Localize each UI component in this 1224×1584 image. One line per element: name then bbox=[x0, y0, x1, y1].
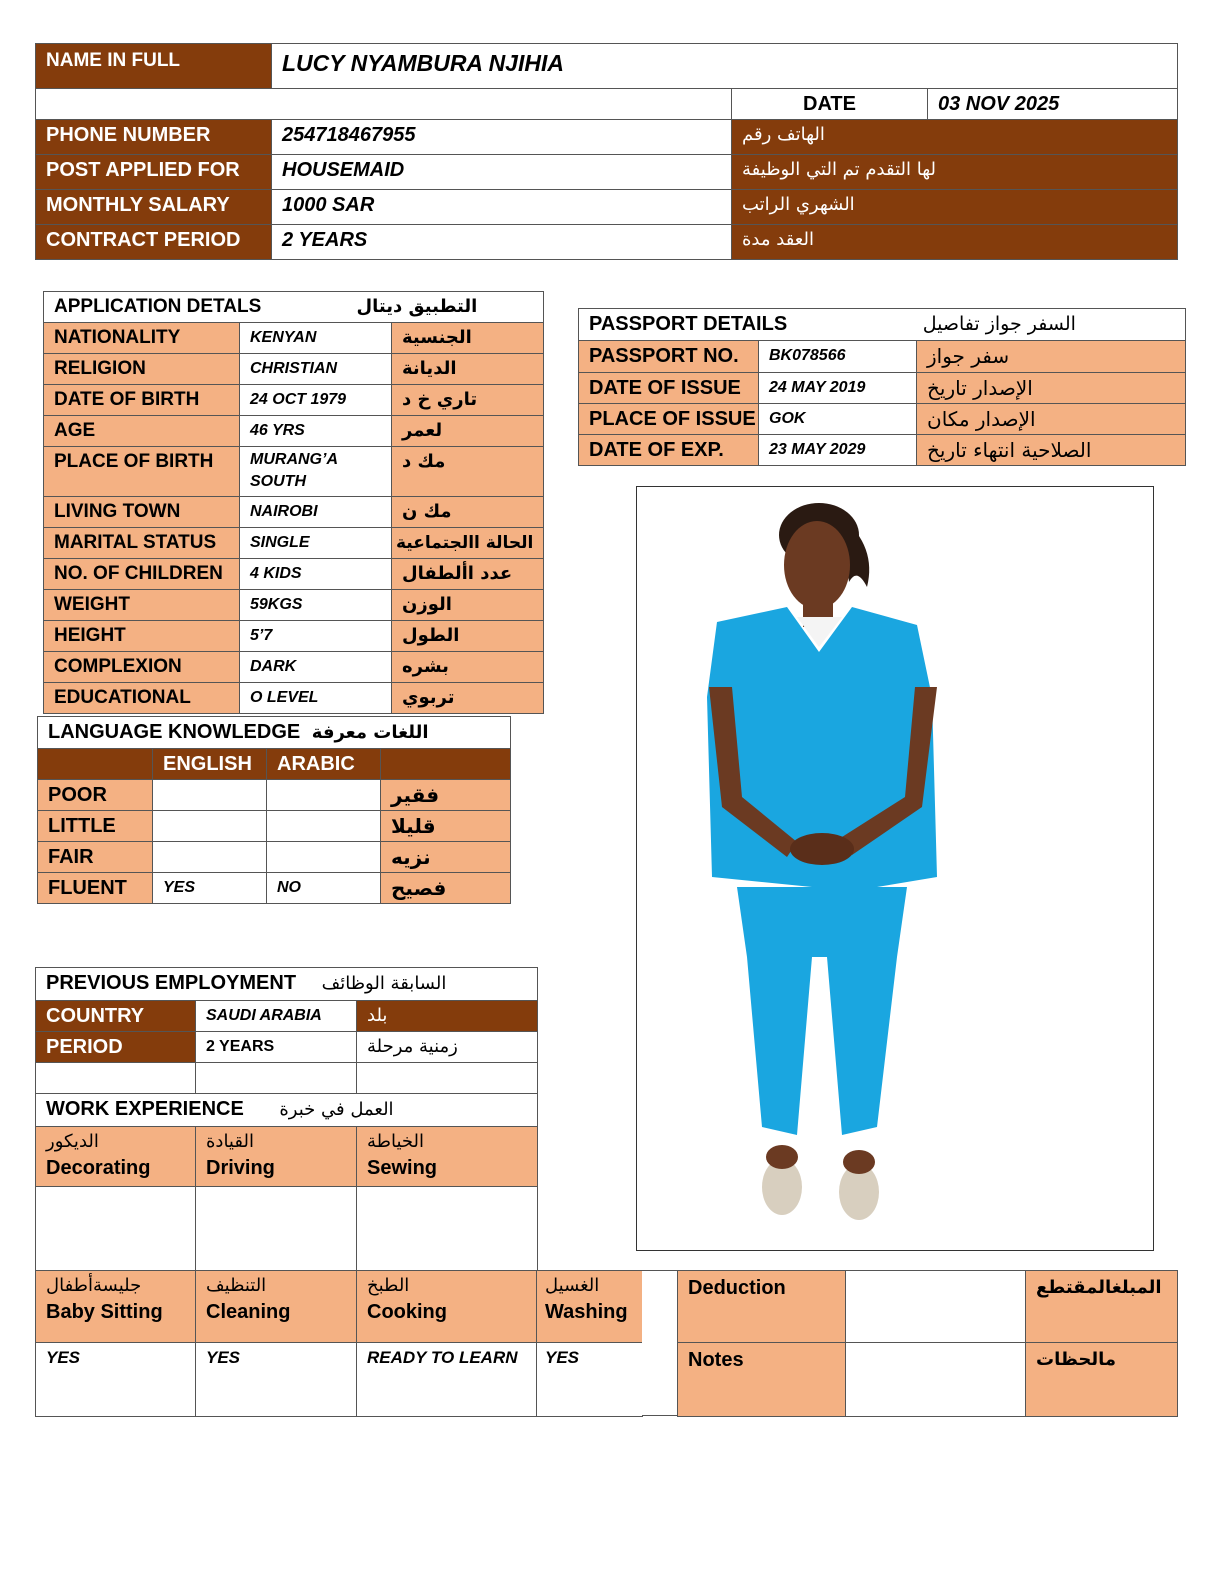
skill-label: Cleaning bbox=[206, 1301, 291, 1323]
phone-value: 254718467955 bbox=[272, 120, 732, 155]
salary-label: MONTHLY SALARY bbox=[36, 190, 272, 225]
language-row bbox=[38, 873, 511, 904]
language-arabic-value: NO bbox=[267, 873, 381, 904]
deduction-label: Deduction bbox=[678, 1271, 846, 1343]
app-label-ar: الديانة bbox=[392, 354, 544, 385]
app-label: LIVING TOWN bbox=[44, 497, 240, 528]
deduction-notes-table bbox=[677, 1270, 1178, 1417]
employment-value: 2 YEARS bbox=[196, 1032, 357, 1063]
app-row bbox=[44, 323, 544, 354]
contract-label-ar: العقد مدة bbox=[732, 225, 1178, 260]
application-title-ar: التطبيق ديتال bbox=[356, 296, 478, 317]
app-label-ar: مك د bbox=[392, 447, 544, 497]
passport-title bbox=[579, 309, 1186, 341]
app-label: NO. OF CHILDREN bbox=[44, 559, 240, 590]
header-row-phone bbox=[36, 120, 1178, 155]
app-row bbox=[44, 683, 544, 714]
skills-bottom-value-row bbox=[36, 1343, 643, 1417]
language-level: LITTLE bbox=[38, 811, 153, 842]
skill-label-ar: الطبخ bbox=[367, 1275, 410, 1296]
header-row-post bbox=[36, 155, 1178, 190]
skills-top-value-row bbox=[36, 1187, 538, 1271]
language-col-blank bbox=[38, 749, 153, 780]
employment-label: COUNTRY bbox=[36, 1001, 196, 1032]
phone-label: PHONE NUMBER bbox=[36, 120, 272, 155]
notes-row bbox=[678, 1343, 1178, 1417]
employment-label-ar: بلد bbox=[357, 1001, 538, 1032]
previous-employment-table bbox=[35, 967, 538, 1271]
language-level: FAIR bbox=[38, 842, 153, 873]
passport-value: 24 MAY 2019 bbox=[759, 373, 917, 404]
skill-label-ar: الديكور bbox=[46, 1131, 99, 1152]
passport-row bbox=[579, 435, 1186, 466]
header-row-salary bbox=[36, 190, 1178, 225]
post-value: HOUSEMAID bbox=[272, 155, 732, 190]
application-title-en: APPLICATION DETALS bbox=[54, 296, 262, 317]
language-level-ar: قليلا bbox=[381, 811, 511, 842]
skill-value: READY TO LEARN bbox=[357, 1343, 537, 1417]
skill-label-ar: القيادة bbox=[206, 1131, 254, 1152]
notes-label-ar: مالحظات bbox=[1026, 1343, 1178, 1417]
skill-label: Cooking bbox=[367, 1301, 447, 1323]
passport-label: PASSPORT NO. bbox=[579, 341, 759, 373]
blank-cell bbox=[196, 1063, 357, 1094]
app-value: 46 YRS bbox=[240, 416, 392, 447]
app-label: DATE OF BIRTH bbox=[44, 385, 240, 416]
name-value: LUCY NYAMBURA NJIHIA bbox=[272, 44, 1178, 89]
language-english-value bbox=[153, 842, 267, 873]
passport-value: GOK bbox=[759, 404, 917, 435]
language-arabic-value bbox=[267, 842, 381, 873]
app-label-ar: عدد األطفال bbox=[392, 559, 544, 590]
passport-row bbox=[579, 404, 1186, 435]
language-col-english: ENGLISH bbox=[153, 749, 267, 780]
app-row bbox=[44, 447, 544, 497]
passport-title-en: PASSPORT DETAILS bbox=[589, 313, 788, 335]
app-label-ar: لعمر bbox=[392, 416, 544, 447]
employment-value: SAUDI ARABIA bbox=[196, 1001, 357, 1032]
passport-label: DATE OF EXP. bbox=[579, 435, 759, 466]
work-experience-title-ar: العمل في خبرة bbox=[279, 1099, 394, 1120]
app-value: 24 OCT 1979 bbox=[240, 385, 392, 416]
language-knowledge-table bbox=[37, 716, 511, 904]
application-details-table bbox=[43, 291, 544, 714]
post-label: POST APPLIED FOR bbox=[36, 155, 272, 190]
language-title-en: LANGUAGE KNOWLEDGE bbox=[48, 721, 301, 743]
language-level: POOR bbox=[38, 780, 153, 811]
app-label-ar: الحالة االجتماعية bbox=[392, 528, 544, 559]
skill-label: Sewing bbox=[367, 1157, 438, 1179]
application-title bbox=[44, 292, 544, 323]
app-label: NATIONALITY bbox=[44, 323, 240, 354]
skill-label-ar: الغسيل bbox=[545, 1275, 600, 1296]
skill-cooking bbox=[357, 1271, 537, 1343]
skill-value: YES bbox=[36, 1343, 196, 1417]
app-label-ar: مك ن bbox=[392, 497, 544, 528]
notes-value bbox=[846, 1343, 1026, 1417]
language-arabic-value bbox=[267, 811, 381, 842]
app-row bbox=[44, 497, 544, 528]
language-level: FLUENT bbox=[38, 873, 153, 904]
skill-washing bbox=[537, 1271, 643, 1343]
language-col-arabic: ARABIC bbox=[267, 749, 381, 780]
skill-value: YES bbox=[196, 1343, 357, 1417]
app-row bbox=[44, 528, 544, 559]
app-value: SINGLE bbox=[240, 528, 392, 559]
name-label: NAME IN FULL bbox=[36, 44, 272, 89]
passport-value: BK078566 bbox=[759, 341, 917, 373]
language-col-blank-ar bbox=[381, 749, 511, 780]
skill-driving bbox=[196, 1127, 357, 1187]
date-value: 03 NOV 2025 bbox=[928, 89, 1178, 120]
app-label: COMPLEXION bbox=[44, 652, 240, 683]
employment-label: PERIOD bbox=[36, 1032, 196, 1063]
work-experience-title-en: WORK EXPERIENCE bbox=[46, 1098, 244, 1120]
app-label: PLACE OF BIRTH bbox=[44, 447, 240, 497]
app-label-ar: تربوي bbox=[392, 683, 544, 714]
passport-label: PLACE OF ISSUE bbox=[579, 404, 759, 435]
language-title bbox=[38, 717, 511, 749]
language-english-value bbox=[153, 780, 267, 811]
app-label: RELIGION bbox=[44, 354, 240, 385]
language-english-value bbox=[153, 811, 267, 842]
app-row bbox=[44, 385, 544, 416]
contract-label: CONTRACT PERIOD bbox=[36, 225, 272, 260]
skill-value bbox=[357, 1187, 538, 1271]
employment-label-ar: زمنية مرحلة bbox=[357, 1032, 538, 1063]
app-label: EDUCATIONAL bbox=[44, 683, 240, 714]
deduction-row bbox=[678, 1271, 1178, 1343]
app-value: CHRISTIAN bbox=[240, 354, 392, 385]
skill-label: Baby Sitting bbox=[46, 1301, 163, 1323]
passport-details-table bbox=[578, 308, 1186, 466]
passport-row bbox=[579, 341, 1186, 373]
app-value: 4 KIDS bbox=[240, 559, 392, 590]
skill-label-ar: التنظيف bbox=[206, 1275, 267, 1296]
app-label-ar: بشره bbox=[392, 652, 544, 683]
post-label-ar: لها التقدم تم التي الوظيفة bbox=[732, 155, 1178, 190]
blank-cell bbox=[36, 1063, 196, 1094]
app-label: WEIGHT bbox=[44, 590, 240, 621]
passport-title-ar: السفر جواز تفاصيل bbox=[922, 313, 1076, 335]
salary-value: 1000 SAR bbox=[272, 190, 732, 225]
app-row bbox=[44, 354, 544, 385]
app-label-ar: الطول bbox=[392, 621, 544, 652]
work-experience-title bbox=[36, 1094, 538, 1127]
app-value: KENYAN bbox=[240, 323, 392, 354]
app-value: 5’7 bbox=[240, 621, 392, 652]
spacer-column bbox=[642, 1270, 678, 1416]
language-row bbox=[38, 780, 511, 811]
language-english-value: YES bbox=[153, 873, 267, 904]
skill-label: Driving bbox=[206, 1157, 275, 1179]
passport-row bbox=[579, 373, 1186, 404]
header-row-contract bbox=[36, 225, 1178, 260]
app-value: O LEVEL bbox=[240, 683, 392, 714]
passport-label-ar: الصلاحية انتهاء تاريخ bbox=[917, 435, 1186, 466]
skills-bottom-header-row bbox=[36, 1271, 643, 1343]
app-label-ar: الجنسية bbox=[392, 323, 544, 354]
app-row bbox=[44, 559, 544, 590]
skills-top-header-row bbox=[36, 1127, 538, 1187]
phone-label-ar: الهاتف رقم bbox=[732, 120, 1178, 155]
app-label: AGE bbox=[44, 416, 240, 447]
employment-blank-row bbox=[36, 1063, 538, 1094]
app-row bbox=[44, 621, 544, 652]
language-row bbox=[38, 842, 511, 873]
previous-employment-title-en: PREVIOUS EMPLOYMENT bbox=[46, 972, 297, 994]
app-label: MARITAL STATUS bbox=[44, 528, 240, 559]
passport-label-ar: سفر جواز bbox=[917, 341, 1186, 373]
skill-label-ar: الخياطة bbox=[367, 1131, 424, 1152]
passport-label-ar: الإصدار تاريخ bbox=[917, 373, 1186, 404]
header-table bbox=[35, 43, 1178, 260]
passport-label-ar: الإصدار مكان bbox=[917, 404, 1186, 435]
previous-employment-title-ar: السابقة الوظائف bbox=[321, 973, 447, 994]
language-level-ar: فصيح bbox=[381, 873, 511, 904]
language-header-row bbox=[38, 749, 511, 780]
app-row bbox=[44, 416, 544, 447]
skills-bottom-table bbox=[35, 1270, 643, 1417]
blank-cell bbox=[357, 1063, 538, 1094]
skill-label-ar: جليسةأطفال bbox=[46, 1275, 142, 1296]
skill-decorating bbox=[36, 1127, 196, 1187]
app-label: HEIGHT bbox=[44, 621, 240, 652]
passport-label: DATE OF ISSUE bbox=[579, 373, 759, 404]
skill-sewing bbox=[357, 1127, 538, 1187]
deduction-value bbox=[846, 1271, 1026, 1343]
skill-cleaning bbox=[196, 1271, 357, 1343]
salary-label-ar: الشهري الراتب bbox=[732, 190, 1178, 225]
passport-value: 23 MAY 2029 bbox=[759, 435, 917, 466]
previous-employment-title bbox=[36, 968, 538, 1001]
employment-row bbox=[36, 1032, 538, 1063]
contract-value: 2 YEARS bbox=[272, 225, 732, 260]
deduction-label-ar: المبلغالمقتطع bbox=[1026, 1271, 1178, 1343]
skill-baby-sitting bbox=[36, 1271, 196, 1343]
language-arabic-value bbox=[267, 780, 381, 811]
applicant-photo bbox=[636, 486, 1154, 1251]
app-label-ar: تاري خ د bbox=[392, 385, 544, 416]
blank-cell bbox=[36, 89, 732, 120]
skill-value: YES bbox=[537, 1343, 643, 1417]
skill-label: Washing bbox=[545, 1301, 628, 1323]
language-level-ar: فقير bbox=[381, 780, 511, 811]
language-level-ar: نزيه bbox=[381, 842, 511, 873]
language-row bbox=[38, 811, 511, 842]
notes-label: Notes bbox=[678, 1343, 846, 1417]
employment-row bbox=[36, 1001, 538, 1032]
skill-value bbox=[36, 1187, 196, 1271]
person-figure-icon bbox=[637, 487, 1155, 1252]
app-value: 59KGS bbox=[240, 590, 392, 621]
language-title-ar: اللغات معرفة bbox=[311, 722, 429, 743]
app-row bbox=[44, 652, 544, 683]
app-row bbox=[44, 590, 544, 621]
skill-label: Decorating bbox=[46, 1157, 151, 1179]
app-label-ar: الوزن bbox=[392, 590, 544, 621]
skill-value bbox=[196, 1187, 357, 1271]
app-value: MURANG’A SOUTH bbox=[240, 447, 392, 497]
app-value: DARK bbox=[240, 652, 392, 683]
date-label: DATE bbox=[732, 89, 928, 120]
app-value: NAIROBI bbox=[240, 497, 392, 528]
